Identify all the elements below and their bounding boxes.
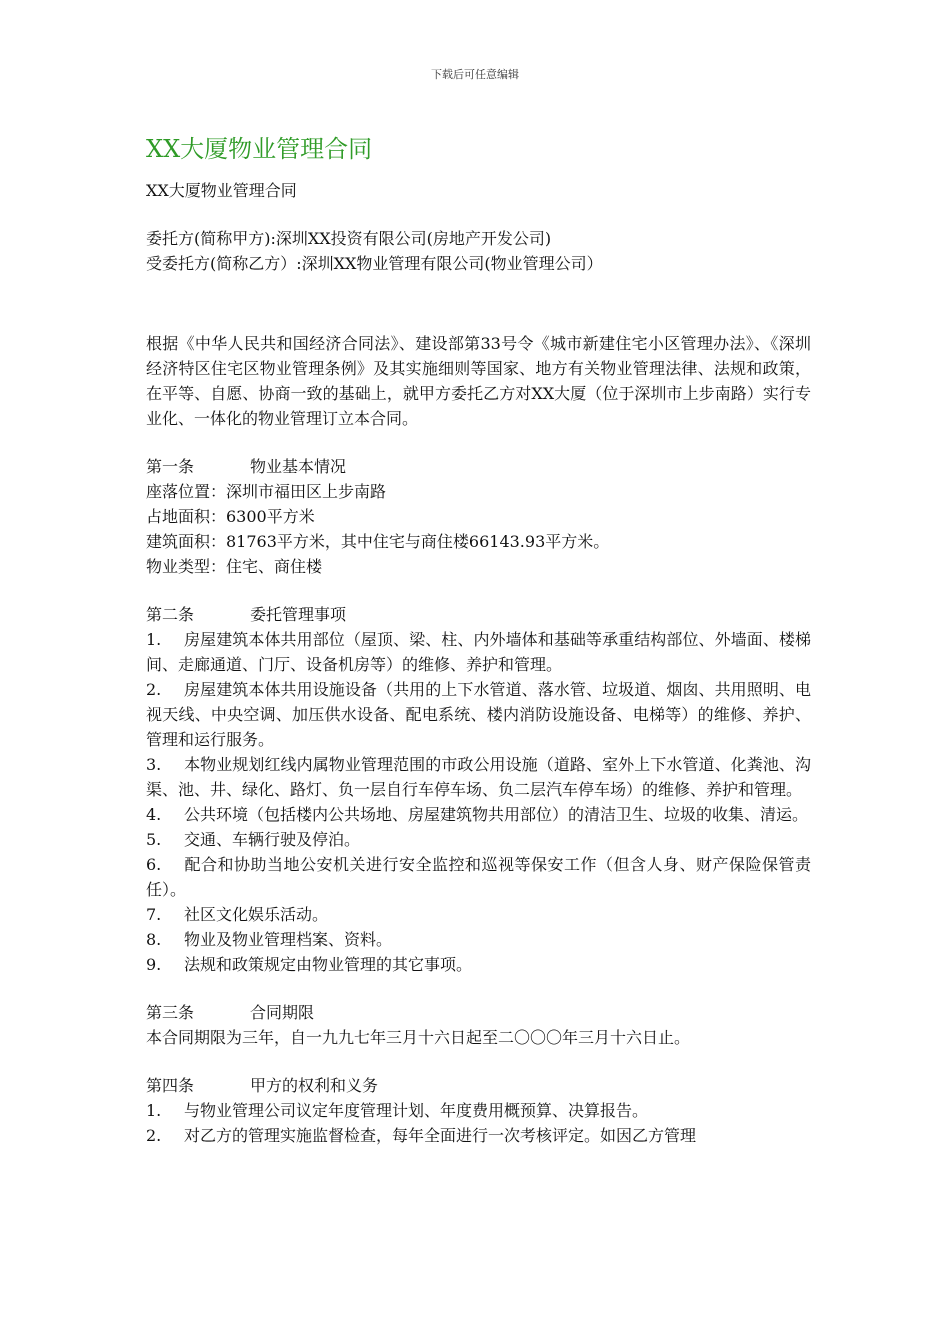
item-number: 6. (146, 855, 162, 874)
article-4-number: 第四条 (146, 1076, 195, 1095)
article-1-heading (146, 454, 811, 479)
item-text: 物业及物业管理档案、资料。 (184, 930, 393, 949)
item-text: 配合和协助当地公安机关进行安全监控和巡视等保安工作（但含人身、财产保险保管责任）。 (146, 855, 811, 899)
article-2-item (146, 852, 811, 902)
document-body (146, 132, 811, 1148)
item-text: 社区文化娱乐活动。 (184, 905, 329, 924)
article-2-item (146, 677, 811, 752)
item-number: 1. (146, 630, 162, 649)
page-header-note: 下载后可任意编辑 (431, 68, 519, 81)
article-2-item (146, 827, 811, 852)
article-2-title: 委托管理事项 (250, 605, 347, 624)
party-b-line: 受委托方(简称乙方）:深圳XX物业管理有限公司(物业管理公司） (146, 254, 603, 273)
item-number: 8. (146, 930, 162, 949)
article-2-number: 第二条 (146, 605, 195, 624)
article-2-item (146, 802, 811, 827)
article-2-heading (146, 602, 811, 627)
item-number: 9. (146, 955, 162, 974)
item-number: 1. (146, 1101, 162, 1120)
item-text: 公共环境（包括楼内公共场地、房屋建筑物共用部位）的清洁卫生、垃圾的收集、清运。 (184, 805, 809, 824)
item-number: 5. (146, 830, 162, 849)
document-subtitle: XX大厦物业管理合同 (146, 181, 297, 200)
article-2-item (146, 927, 811, 952)
spacer (146, 276, 811, 331)
article-3-text: 本合同期限为三年，自一九九七年三月十六日起至二〇〇〇年三月十六日止。 (146, 1028, 691, 1047)
article-3-number: 第三条 (146, 1003, 195, 1022)
article-3-heading (146, 1000, 811, 1025)
article-1-building-area: 建筑面积：81763平方米，其中住宅与商住楼66143.93平方米。 (146, 532, 610, 551)
item-text: 房屋建筑本体共用设施设备（共用的上下水管道、落水管、垃圾道、烟囱、共用照明、电视天线、中央空调、加压供水设备、配电系统、楼内消防设施设备、电梯等）的维修、养护、管理和运行服务。 (146, 680, 811, 749)
article-4-item (146, 1098, 811, 1123)
article-3-title: 合同期限 (250, 1003, 315, 1022)
item-text: 对乙方的管理实施监督检查，每年全面进行一次考核评定。如因乙方管理 (184, 1126, 697, 1145)
spacer (146, 431, 811, 454)
article-1-property-type: 物业类型：住宅、商住楼 (146, 557, 323, 576)
article-2-item (146, 627, 811, 677)
item-number: 2. (146, 680, 162, 699)
article-4-title: 甲方的权利和义务 (250, 1076, 379, 1095)
spacer (146, 1050, 811, 1073)
article-1-land-area: 占地面积：6300平方米 (146, 507, 315, 526)
spacer (146, 977, 811, 1000)
item-number: 7. (146, 905, 162, 924)
item-text: 房屋建筑本体共用部位（屋顶、梁、柱、内外墙体和基础等承重结构部位、外墙面、楼梯间、走廊通道、门厅、设备机房等）的维修、养护和管理。 (146, 630, 811, 674)
article-2-item (146, 752, 811, 802)
preamble-paragraph: 根据《中华人民共和国经济合同法》、建设部第33号令《城市新建住宅小区管理办法》、《深圳经济特区住宅区物业管理条例》及其实施细则等国家、地方有关物业管理法律、法规和政策，在平等、自愿、协商一致的基础上，就甲方委托乙方对XX大厦（位于深圳市上步南路）实行专业化、一体化的物业管理订立本合同。 (146, 334, 811, 428)
party-a-line: 委托方(简称甲方):深圳XX投资有限公司(房地产开发公司) (146, 229, 552, 248)
article-2-item (146, 952, 811, 977)
item-text: 法规和政策规定由物业管理的其它事项。 (184, 955, 473, 974)
item-text: 与物业管理公司议定年度管理计划、年度费用概预算、决算报告。 (184, 1101, 649, 1120)
article-4-heading (146, 1073, 811, 1098)
document-title: XX大厦物业管理合同 (146, 135, 373, 163)
article-1-location: 座落位置：深圳市福田区上步南路 (146, 482, 387, 501)
spacer (146, 579, 811, 602)
article-1-title: 物业基本情况 (250, 457, 347, 476)
item-text: 本物业规划红线内属物业管理范围的市政公用设施（道路、室外上下水管道、化粪池、沟渠、池、井、绿化、路灯、负一层自行车停车场、负二层汽车停车场）的维修、养护和管理。 (146, 755, 811, 799)
item-number: 2. (146, 1126, 162, 1145)
item-number: 4. (146, 805, 162, 824)
article-2-item (146, 902, 811, 927)
item-text: 交通、车辆行驶及停泊。 (184, 830, 361, 849)
item-number: 3. (146, 755, 162, 774)
article-4-item (146, 1123, 811, 1148)
article-1-number: 第一条 (146, 457, 195, 476)
spacer (146, 203, 811, 226)
